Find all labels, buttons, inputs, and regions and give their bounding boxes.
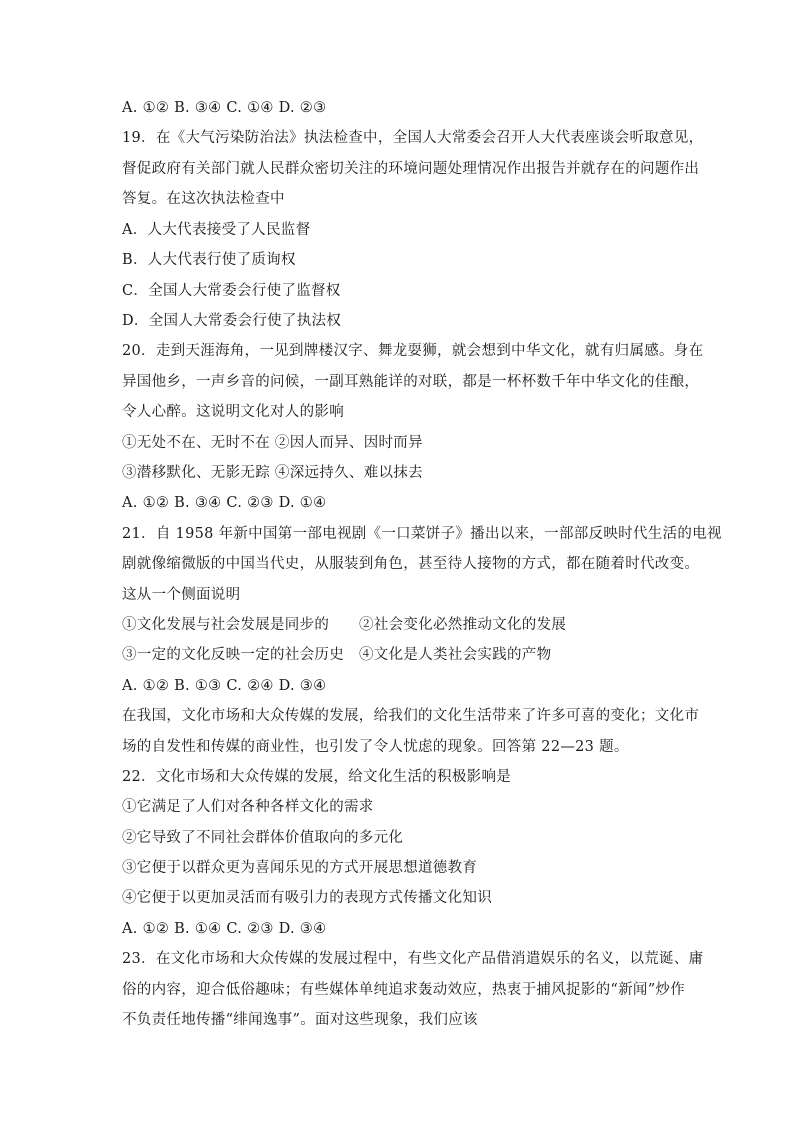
q21-statement-4: ④文化是人类社会实践的产物 xyxy=(359,647,552,663)
q22-stem: 22．文化市场和大众传媒的发展，给文化生活的积极影响是 xyxy=(122,769,512,785)
q21-stem-line-1: 21．自 1958 年新中国第一部电视剧《一口菜饼子》播出以来，一部部反映时代生活的电视 xyxy=(122,526,722,542)
q21-statement-1: ①文化发展与社会发展是同步的 xyxy=(122,617,330,633)
q19-stem-line-2: 督促政府有关部门就人民群众密切关注的环境问题处理情况作出报告并就存在的问题作出 xyxy=(122,161,700,177)
q19-stem-line-3: 答复。在这次执法检查中 xyxy=(122,191,285,207)
q19-option-d: D．全国人大常委会行使了执法权 xyxy=(122,313,342,329)
q22-23-intro-line-1: 在我国，文化市场和大众传媒的发展，给我们的文化生活带来了许多可喜的变化；文化市 xyxy=(122,708,700,724)
q21-options: A. ①② B. ①③ C. ②④ D. ③④ xyxy=(122,678,327,694)
q21-stem-line-3: 这从一个侧面说明 xyxy=(122,587,241,603)
q18-options: A. ①② B. ③④ C. ①④ D. ②③ xyxy=(122,100,327,116)
q19-option-b: B．人大代表行使了质询权 xyxy=(122,252,296,268)
q21-statement-3: ③一定的文化反映一定的社会历史 xyxy=(122,647,344,663)
q22-statement-2: ②它导致了不同社会群体价值取向的多元化 xyxy=(122,830,404,846)
q23-stem-line-1: 23．在文化市场和大众传媒的发展过程中，有些文化产品借消遣娱乐的名义，以荒诞、庸 xyxy=(122,951,704,967)
q20-statements-2: ③潜移默化、无影无踪 ④深远持久、难以抹去 xyxy=(122,465,423,481)
q22-statement-3: ③它便于以群众更为喜闻乐见的方式开展思想道德教育 xyxy=(122,860,478,876)
q20-stem-line-1: 20．走到天涯海角，一见到牌楼汉字、舞龙耍狮，就会想到中华文化，就有归属感。身在 xyxy=(122,343,704,359)
q20-statements-1: ①无处不在、无时不在 ②因人而异、因时而异 xyxy=(122,435,423,451)
q21-statements-2 xyxy=(122,645,551,665)
q23-stem-line-3: 不负责任地传播“绯闻逸事”。面对这些现象，我们应该 xyxy=(122,1012,478,1028)
q20-stem-line-3: 令人心醉。这说明文化对人的影响 xyxy=(122,404,344,420)
q21-statement-2: ②社会变化必然推动文化的发展 xyxy=(359,617,567,633)
q20-stem-line-2: 异国他乡，一声乡音的问候，一副耳熟能详的对联，都是一杯杯数千年中华文化的佳酿， xyxy=(122,374,700,390)
q22-statement-1: ①它满足了人们对各种各样文化的需求 xyxy=(122,799,374,815)
q19-option-a: A．人大代表接受了人民监督 xyxy=(122,222,311,238)
q23-stem-line-2: 俗的内容，迎合低俗趣味；有些媒体单纯追求轰动效应，热衷于捕风捉影的“新闻”炒作 xyxy=(122,982,686,998)
q22-options: A. ①② B. ①④ C. ②③ D. ③④ xyxy=(122,921,327,937)
q21-stem-line-2: 剧就像缩微版的中国当代史，从服装到角色，甚至待人接物的方式，都在随着时代改变。 xyxy=(122,556,700,572)
q22-statement-4: ④它便于以更加灵活而有吸引力的表现方式传播文化知识 xyxy=(122,890,492,906)
q21-statements-1 xyxy=(122,615,566,635)
q19-option-c: C．全国人大常委会行使了监督权 xyxy=(122,283,341,299)
q22-23-intro-line-2: 场的自发性和传媒的商业性，也引发了令人忧虑的现象。回答第 22—23 题。 xyxy=(122,739,629,755)
q19-stem-line-1: 19．在《大气污染防治法》执法检查中，全国人大常委会召开人大代表座谈会听取意见， xyxy=(122,130,704,146)
q20-options: A. ①② B. ③④ C. ②③ D. ①④ xyxy=(122,495,327,511)
